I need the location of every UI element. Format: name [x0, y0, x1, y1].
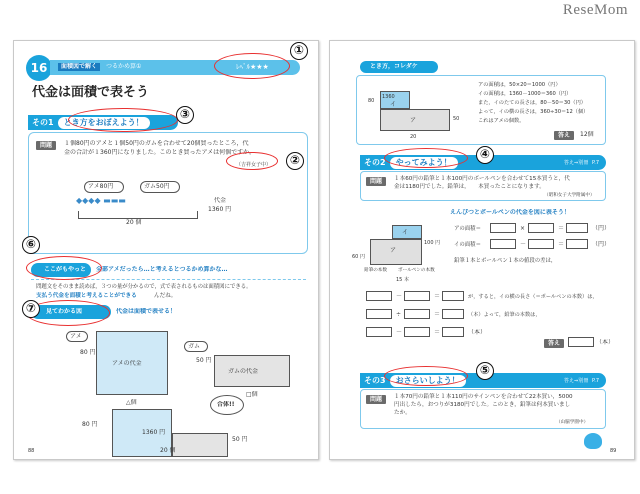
equals-f: ＝ — [434, 329, 441, 336]
marker-1: ① — [290, 42, 308, 60]
view-sub: 代金は面積で表せる！ — [116, 308, 177, 315]
problem3-line1: １本70円の鉛筆と１本110円のサインペンを合わせて22本買い，5000 — [394, 394, 573, 400]
answer-box-a3[interactable] — [566, 223, 588, 233]
annotation-circle-difficulty — [214, 53, 290, 79]
problem1-line2: 金の合計が１360円になりました。このとき買ったアメは何個ですか。 — [64, 149, 256, 156]
box-count: □個 — [246, 391, 258, 398]
answer-box-f2[interactable] — [404, 327, 430, 337]
d2-80: 80 円 — [82, 421, 98, 428]
gum-price: ガム50円 — [144, 183, 170, 190]
combined-gum-rect — [172, 433, 228, 457]
calc-diagram-a-label: ア — [410, 117, 417, 124]
hint-tail: んだね。 — [154, 293, 177, 299]
annotation-circle-section2 — [384, 148, 468, 168]
div-e: ÷ — [396, 311, 402, 318]
section2-title: やってみよう！ — [390, 157, 458, 169]
hint-body: 問題文をそのまま読めば，３つの量が分かるので，式で表されるものは面積図にできる。 — [36, 284, 252, 290]
ame-cost-label: アメの代金 — [112, 360, 142, 367]
q-pencil: 鉛筆の本数 — [364, 268, 387, 273]
calc-line-4: よって，イの横の長さは，360÷30＝12（個） — [478, 109, 589, 115]
problem-tag: 問題 — [36, 141, 56, 150]
annotation-circle-hint — [26, 256, 102, 280]
page-title: 代金は面積で表そう — [32, 85, 150, 100]
q-hon: （本） — [468, 329, 487, 336]
school2: （昭和女子大学附属中） — [544, 193, 595, 198]
minus-i: － — [520, 241, 527, 248]
answer-box-i1[interactable] — [490, 239, 516, 249]
diagram-50: 50 円 — [196, 357, 212, 364]
answer-tag-1: 答え — [554, 131, 574, 140]
q-line-a: アの面積＝ — [454, 226, 481, 232]
answer-box-e1[interactable] — [366, 309, 392, 319]
count-bracket — [78, 211, 198, 219]
q-line-i: イの面積＝ — [454, 242, 481, 248]
hint-title: ここがもやっと — [44, 266, 87, 273]
marker-2: ② — [286, 152, 304, 170]
section2-page: P.7 — [592, 160, 600, 166]
answer-box-d3[interactable] — [442, 291, 464, 301]
marker-3: ③ — [176, 106, 194, 124]
q-60: 60 円 — [352, 254, 365, 260]
equals-e: ＝ — [434, 311, 441, 318]
calc-line-2: イの面積は，1360－1000＝360（円） — [478, 91, 572, 97]
unit-a: （円） — [592, 225, 611, 232]
calc-diagram-1360: 1360 — [382, 94, 395, 100]
answer-box-i3[interactable] — [566, 239, 588, 249]
q-line-diff: 鉛筆１本とボールペン１本の値段の差は， — [454, 258, 557, 264]
left-page — [13, 40, 319, 460]
answer-box-a1[interactable] — [490, 223, 516, 233]
answer-tag-2: 答え — [544, 339, 564, 348]
problem2-tag: 問題 — [366, 177, 386, 186]
problem3-line2: 円出したら，おつりが3180円でした。このとき，鉛筆は何本買いまし — [394, 402, 571, 408]
brand-logo: ReseMom — [562, 2, 628, 18]
times-a: × — [520, 225, 526, 232]
equals-a: ＝ — [558, 225, 565, 232]
hint-text: 全部アメだったら…と考えるとつるかめ算かな… — [96, 266, 228, 273]
unit-i: （円） — [592, 241, 611, 248]
section3-page: P.7 — [592, 378, 600, 384]
section3-meta: 答え⇒別冊 — [564, 378, 589, 384]
gattai: 合体!! — [217, 401, 235, 408]
calc-diagram-i-label: イ — [390, 101, 397, 108]
answer-box-e2[interactable] — [404, 309, 430, 319]
q-a-label: ア — [390, 247, 397, 254]
section1-title: とき方をおぼえよう！ — [58, 117, 150, 129]
section2-label: その2 — [364, 158, 386, 167]
section3-title: おさらいしよう！ — [390, 375, 466, 387]
mascot-icon — [584, 433, 602, 449]
answer-box-d2[interactable] — [404, 291, 430, 301]
problem2-line2: 金は1180円でした。鉛筆は， 本買ったことになります。 — [394, 184, 545, 190]
problem3-tag: 問題 — [366, 395, 386, 404]
answer-box-d1[interactable] — [366, 291, 392, 301]
equals-d: ＝ — [434, 293, 441, 300]
section1-label: その1 — [32, 118, 54, 127]
calc-line-1: アの面積は，50×20＝1000（円） — [478, 82, 561, 88]
q-100: 100 円 — [424, 240, 441, 246]
calc-diagram-20: 20 — [410, 134, 417, 140]
header-tag: 面積図で解く — [58, 63, 100, 71]
school3: （山脇学園中） — [556, 420, 589, 425]
answer-box-a2[interactable] — [528, 223, 554, 233]
answer-box-i2[interactable] — [528, 239, 554, 249]
marker-7: ⑦ — [22, 300, 40, 318]
chapter-number: 16 — [26, 55, 52, 81]
header-sub: つるかめ算① — [106, 63, 142, 70]
difficulty-stars: ﾚﾍﾞﾙ★★★ — [236, 63, 269, 71]
annotation-circle-section1 — [68, 108, 178, 132]
annotation-circle-school — [226, 152, 278, 170]
problem2-line1: １本60円の鉛筆と１本100円のボールペンを合わせて15本買うと，代 — [394, 176, 570, 182]
right-page — [329, 40, 635, 460]
school-name: （吉祥女子中） — [236, 162, 272, 168]
hint-emph: 支払う代金を面積と考えることができる — [36, 293, 137, 299]
final-answer-box[interactable] — [568, 337, 594, 347]
section2-meta: 答え⇒別冊 — [564, 160, 589, 166]
gum-cost-label: ガムの代金 — [228, 368, 259, 375]
problem1-line1: １個80円のアメと１個50円のガムを合わせて20個買ったところ，代 — [64, 140, 249, 147]
total-label: 代金 — [214, 197, 227, 204]
marker-5: ⑤ — [476, 362, 494, 380]
total-price: 1360 円 — [208, 206, 232, 213]
q-mid: が，すると，イの横の長さ（＝ボールペンの本数）は， — [468, 294, 598, 300]
q-yotte: （本）よって，鉛筆の本数は， — [468, 312, 541, 318]
answer-box-f3[interactable] — [442, 327, 464, 337]
answer-1: 12個 — [580, 131, 594, 138]
minus-d: － — [396, 293, 403, 300]
answer-box-e3[interactable] — [442, 309, 464, 319]
calc-line-3: また，イのたての長さは，80－50＝30（円） — [478, 100, 586, 106]
problem3-line3: たか。 — [394, 410, 411, 416]
gum-label: ガム — [188, 343, 201, 350]
q-15: 15 本 — [396, 277, 409, 283]
marker-6: ⑥ — [22, 236, 40, 254]
ame-label: アメ — [70, 333, 82, 340]
candy-price: アメ80円 — [88, 183, 114, 190]
tri-count: △個 — [126, 399, 137, 406]
q-i-label: イ — [402, 229, 409, 236]
twenty-items: 20 個 — [126, 219, 142, 226]
marker-4: ④ — [476, 146, 494, 164]
sub-question: えんぴつとボールペンの代金を図に表そう！ — [450, 209, 570, 216]
left-page-number: 88 — [28, 448, 35, 454]
final-answer-unit: （本） — [596, 339, 615, 346]
calc-line-5: これはアメの個数。 — [478, 118, 525, 124]
annotation-circle-section3 — [384, 366, 468, 386]
d2-50: 50 円 — [232, 436, 248, 443]
view-label: 見てわかる図 — [46, 308, 83, 315]
d2-20: 20 個 — [160, 447, 176, 454]
tokikata-text: とき方，コレダケ — [370, 63, 418, 70]
right-page-number: 89 — [610, 448, 617, 454]
equals-i: ＝ — [558, 241, 565, 248]
calc-diagram-80: 80 — [368, 98, 375, 104]
minus-f: － — [396, 329, 403, 336]
section3-label: その3 — [364, 376, 386, 385]
calc-diagram-50: 50 — [453, 116, 460, 122]
diagram-80: 80 円 — [80, 349, 96, 356]
answer-box-f1[interactable] — [366, 327, 392, 337]
candy-icons: ◆◆◆◆ ▬▬▬ — [76, 197, 126, 205]
q-pen: ボールペンの本数 — [398, 268, 435, 273]
d2-1360: 1360 円 — [142, 429, 166, 436]
